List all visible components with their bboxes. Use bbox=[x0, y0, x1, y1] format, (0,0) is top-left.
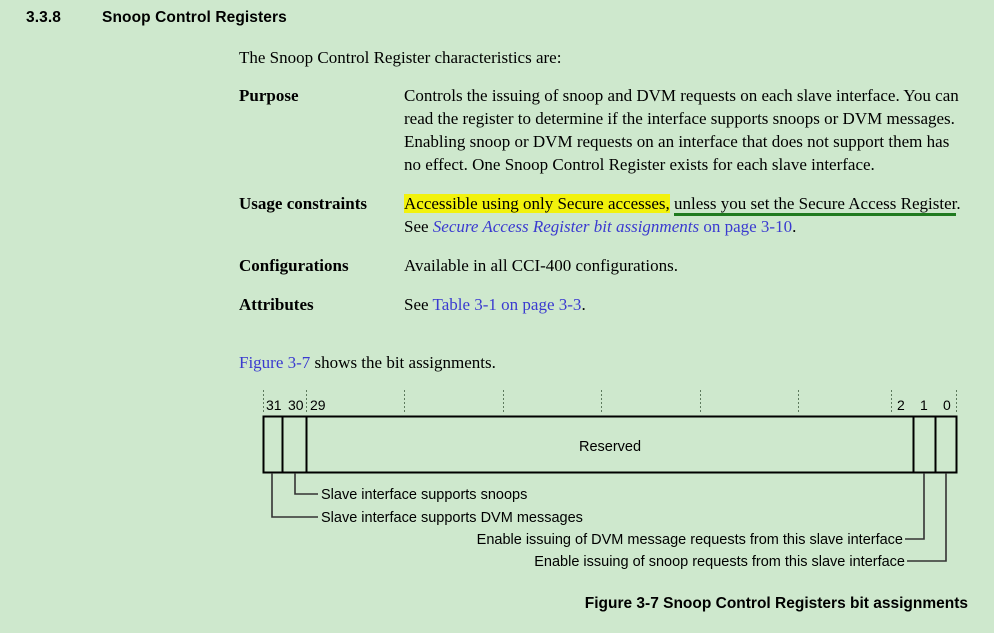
definition-desc-purpose bbox=[404, 84, 969, 176]
leader-line-bit30 bbox=[295, 473, 318, 494]
bit-label-1: 1 bbox=[920, 397, 928, 413]
right-leader-lines bbox=[905, 473, 946, 561]
figure-reference-text: shows the bit assignments. bbox=[310, 353, 496, 372]
field-label-reserved: Reserved bbox=[578, 439, 642, 455]
usage-mid-text: . See bbox=[404, 194, 961, 236]
register-box bbox=[264, 417, 957, 473]
section-title: Snoop Control Registers bbox=[102, 9, 287, 26]
bit-label-29: 29 bbox=[310, 397, 326, 413]
definition-term-attributes: Attributes bbox=[239, 295, 314, 314]
attributes-suffix: . bbox=[581, 295, 586, 314]
definition-desc-attributes bbox=[404, 293, 969, 316]
underlined-text: unless you set the Secure Access Register bbox=[674, 194, 956, 216]
bit-label-0: 0 bbox=[943, 397, 951, 413]
bit-field-diagram bbox=[0, 384, 994, 574]
bit-label-2: 2 bbox=[897, 397, 905, 413]
definition-desc-usage-constraints bbox=[404, 192, 969, 238]
definition-row-configurations bbox=[239, 254, 969, 277]
usage-constraints-text bbox=[404, 192, 969, 238]
section-number: 3.3.8 bbox=[26, 9, 61, 26]
table-reference-link[interactable]: Table 3-1 on page 3-3 bbox=[432, 295, 582, 314]
configurations-text: Available in all CCI-400 configurations. bbox=[404, 256, 678, 275]
cross-reference-page-link[interactable]: on page 3-10 bbox=[699, 217, 793, 236]
bit-label-30: 30 bbox=[288, 397, 304, 413]
figure-caption: Figure 3-7 Snoop Control Registers bit assignments bbox=[584, 595, 968, 612]
definition-term-usage-constraints: Usage constraints bbox=[239, 194, 367, 213]
callout-bit1-label: Enable issuing of DVM message requests from this slave interface bbox=[476, 532, 903, 548]
definition-row-usage-constraints bbox=[239, 192, 969, 238]
right-callout-labels bbox=[477, 532, 905, 570]
callout-bit30-label: Slave interface supports snoops bbox=[321, 487, 528, 503]
attributes-text bbox=[404, 293, 969, 316]
register-description-block bbox=[239, 47, 969, 316]
definition-term-purpose: Purpose bbox=[239, 86, 299, 105]
usage-end-text: . bbox=[792, 217, 797, 236]
intro-paragraph: The Snoop Control Register characteristics are: bbox=[239, 48, 562, 67]
definition-row-purpose bbox=[239, 84, 969, 176]
left-leader-lines bbox=[272, 473, 318, 517]
callout-bit0-label: Enable issuing of snoop requests from this slave interface bbox=[534, 554, 905, 570]
attributes-prefix: See bbox=[404, 295, 433, 314]
definition-term-configurations: Configurations bbox=[239, 256, 349, 275]
figure-reference-link[interactable]: Figure 3-7 bbox=[239, 353, 311, 372]
definition-row-attributes bbox=[239, 293, 969, 316]
figure-reference-paragraph bbox=[239, 352, 496, 373]
definition-desc-configurations bbox=[404, 254, 969, 277]
bit-label-31: 31 bbox=[266, 397, 282, 413]
leader-line-bit0 bbox=[907, 473, 946, 561]
section-heading bbox=[26, 9, 287, 27]
bit-tick-marks bbox=[264, 390, 957, 414]
leader-line-bit1 bbox=[905, 473, 924, 539]
highlighted-text: Accessible using only Secure accesses, bbox=[404, 194, 670, 213]
left-callout-labels bbox=[321, 487, 583, 526]
callout-bit31-label: Slave interface supports DVM messages bbox=[321, 510, 583, 526]
bit-number-labels bbox=[266, 397, 951, 413]
purpose-text: Controls the issuing of snoop and DVM requests on each slave interface. You can read the register to determine if the interface supports snoops or DVM messages. Enabling snoop or DVM requests on an interface that does not support them has no effect. One Snoop Control Register exists for each slave interface. bbox=[404, 86, 959, 174]
cross-reference-link[interactable]: Secure Access Register bit assignments bbox=[432, 217, 700, 236]
